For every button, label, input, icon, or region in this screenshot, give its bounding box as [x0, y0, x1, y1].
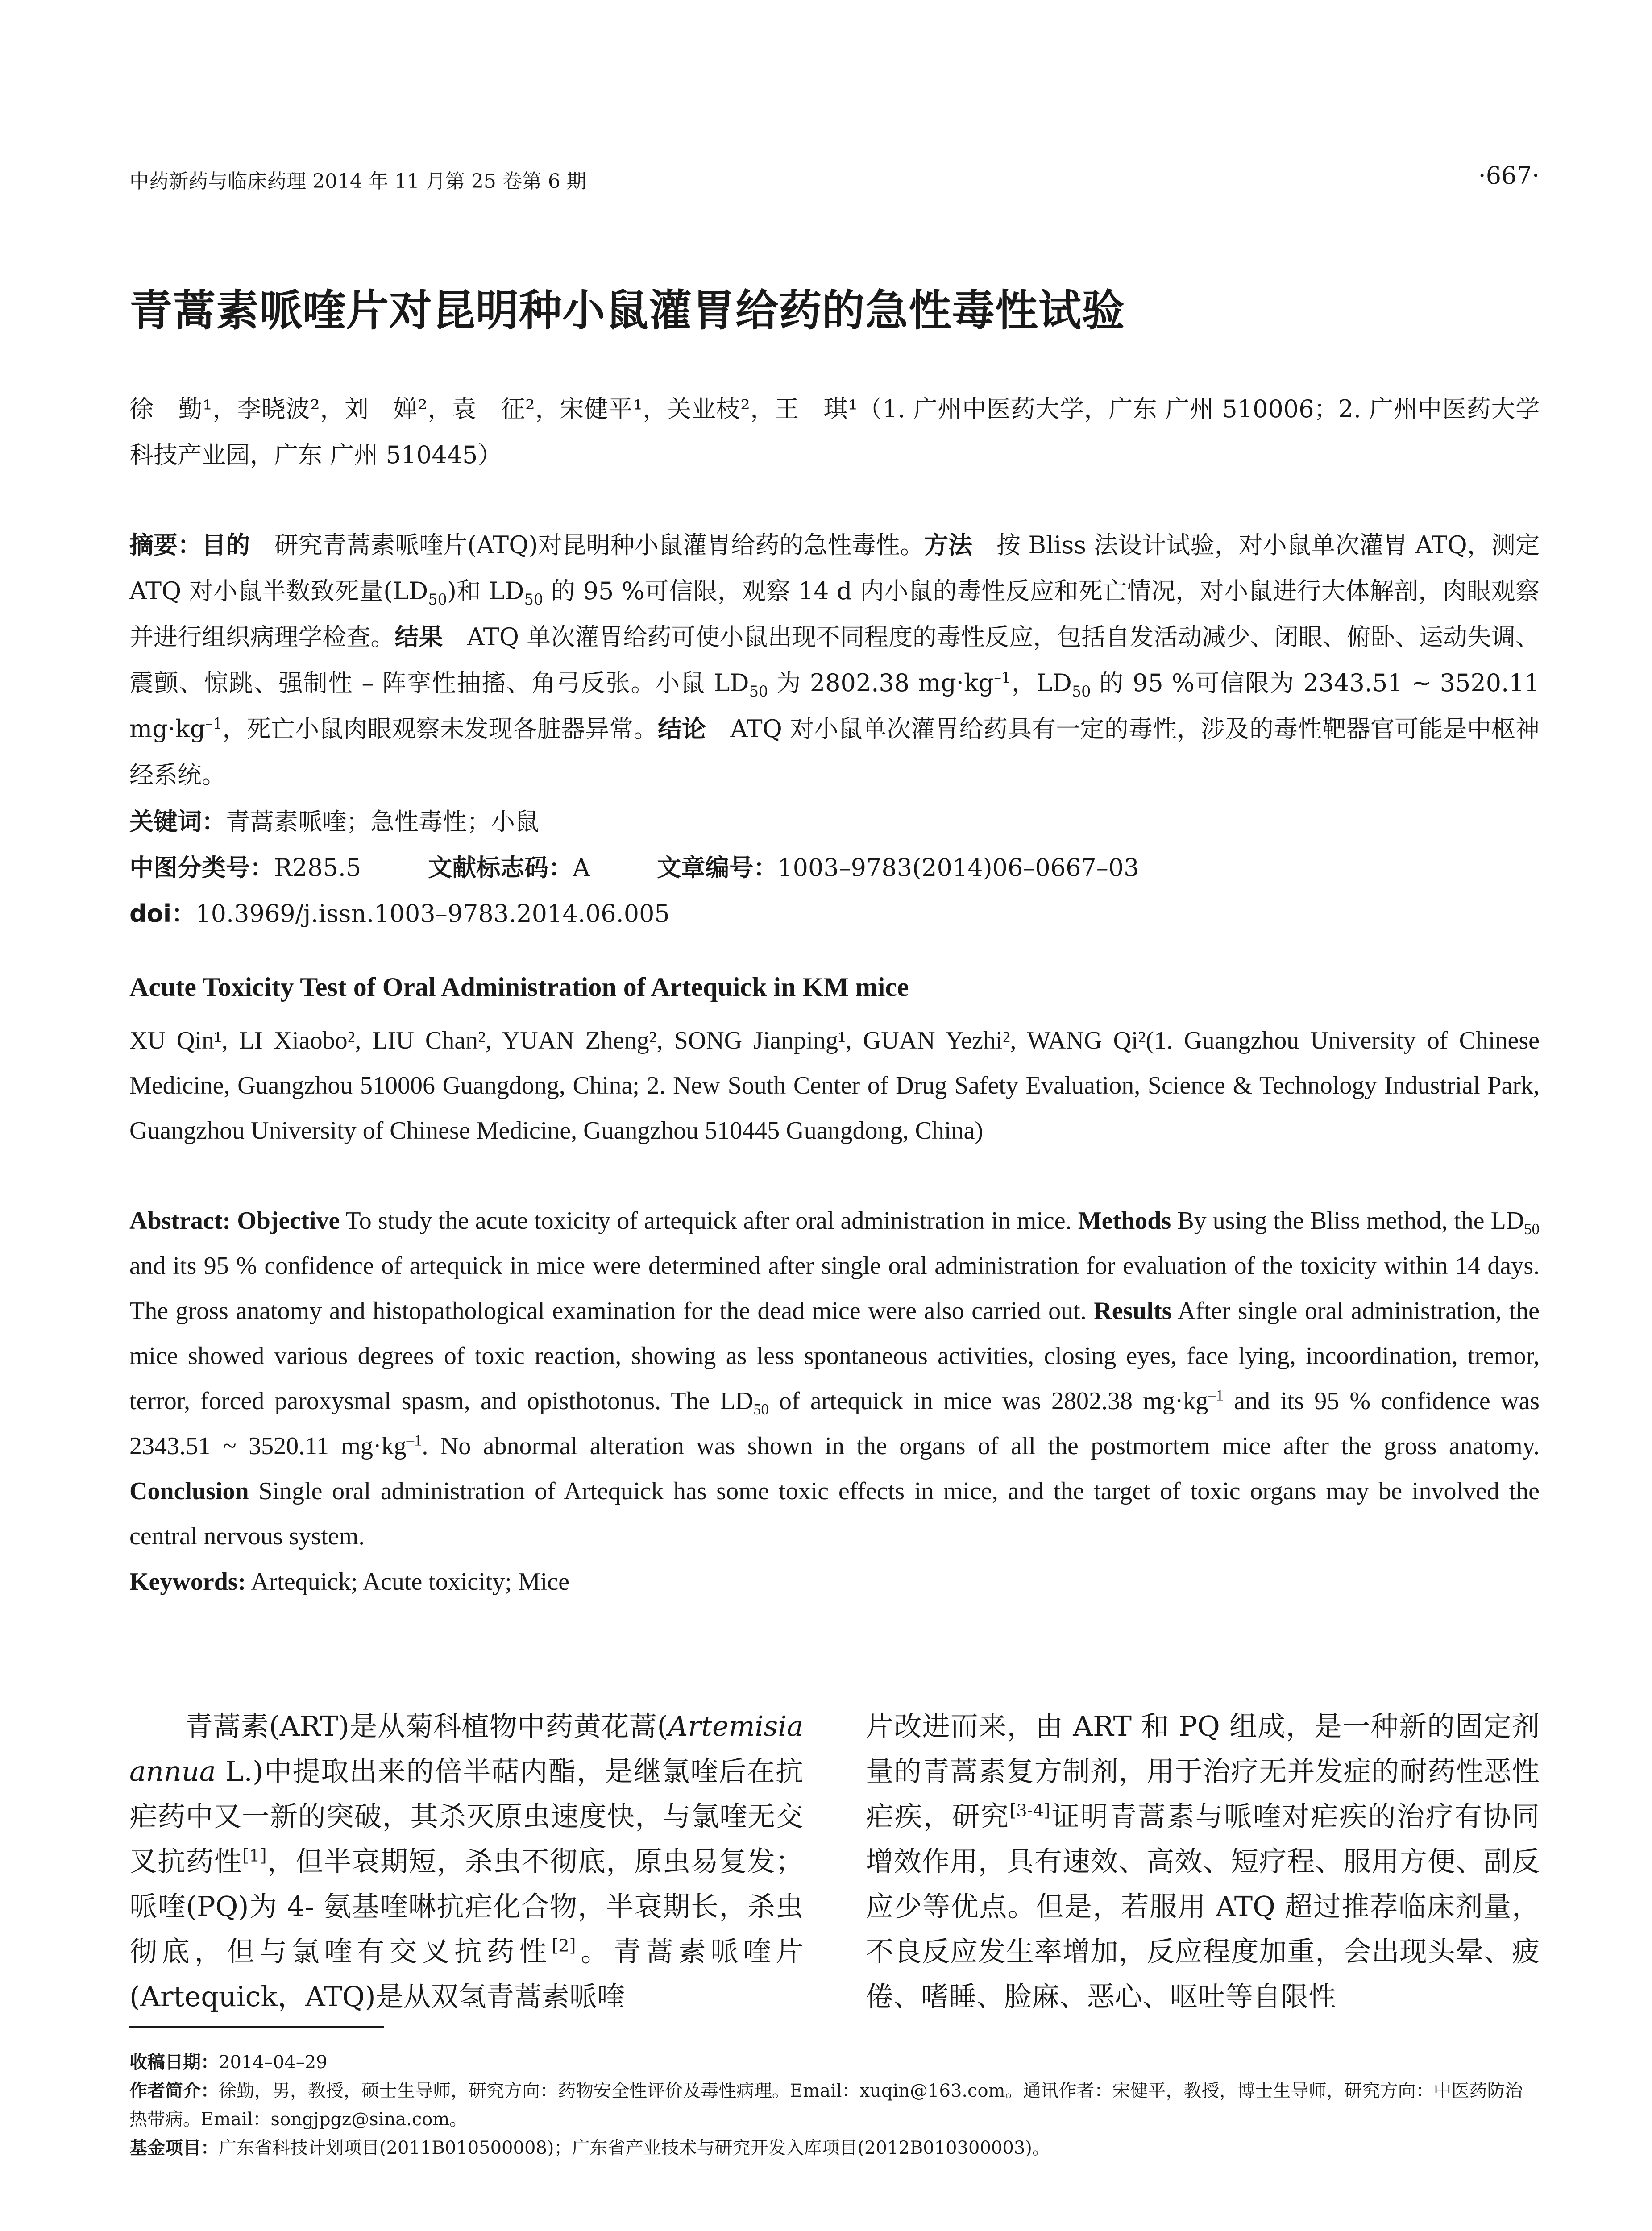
footnote-divider: [129, 2026, 384, 2028]
methods-text: 的 95 %可信限，观察 14 d 内小鼠的毒性反应和死亡情况，对小鼠进行大体解剖，肉眼观察并进行组织病理学检查。: [129, 577, 1540, 651]
abstract-cn: [129, 522, 1540, 798]
body-text: 。青蒿素哌喹片(Artequick，ATQ)是从双氢青蒿素哌喹: [129, 1935, 803, 2013]
body-column-right: [866, 1704, 1540, 2019]
results-text: ，死亡小鼠肉眼观察未发现各脏器异常。: [222, 715, 658, 743]
superscript-neg1: –1: [994, 669, 1011, 686]
conclusion-en-label: Conclusion: [129, 1477, 249, 1505]
author-info: 徐勤，男，教授，硕士生导师，研究方向：药物安全性评价及毒性病理。Email：xuqin@163.com。通讯作者：宋健平，教授，博士生导师，研究方向：中医药防治热带病。Email：songjpgz@sina.com。: [129, 2081, 1523, 2130]
author-info-label: 作者简介：: [129, 2081, 219, 2101]
doi-line: [129, 891, 1540, 937]
body-column-left: [129, 1704, 803, 2019]
results-en-text: After single oral administration, the mice showed various degrees of toxic reaction, showing as less spontaneous activities, closing eyes, face lying, incoordination, tremor, terror, forced paroxysmal spasm, and opisthotonus. The LD: [129, 1297, 1540, 1415]
methods-en-label: Methods: [1078, 1207, 1171, 1235]
authors-en: XU Qin¹, LI Xiaobo², LIU Chan², YUAN Zheng², SONG Jianping¹, GUAN Yezhi², WANG Qi²(1. Guangzhou University of Chinese Medicine, Guangzhou 510006 Guangdong, China; 2. New South Center of Drug Safety Evaluation, Science & Technology Industrial Park, Guangzhou University of Chinese Medicine, Guangzhou 510445 Guangdong, China): [129, 1027, 1540, 1145]
results-label: 结果: [394, 623, 443, 651]
doi-value: 10.3969/j.issn.1003–9783.2014.06.005: [195, 900, 670, 928]
subscript-50: 50: [524, 590, 544, 608]
reference-marker[interactable]: [2]: [552, 1936, 576, 1956]
results-text: 的 95 %可信限为 2343.51 ~ 3520.11 mg·kg: [129, 669, 1540, 743]
methods-label: 方法: [924, 531, 972, 559]
objective-label: 目的: [202, 531, 250, 559]
authors-cn: 徐 勤¹，李晓波²，刘 婵²，袁 征²，宋健平¹，关业枝²，王 琪¹（1. 广州中医药大学，广东 广州 510006；2. 广州中医药大学科技产业园，广东 广州 510445）: [129, 395, 1540, 469]
methods-text: )和 LD: [447, 577, 524, 605]
footnotes: [129, 2048, 1540, 2162]
body-text: 青蒿素(ART)是从菊科植物中药黄花蒿(: [185, 1710, 668, 1742]
body-text: ，但半衰期短，杀虫不彻底，原虫易复发；哌喹(PQ)为 4- 氨基喹啉抗疟化合物，半衰期长，杀虫彻底，但与氯喹有交叉抗药性: [129, 1845, 803, 1968]
keywords-label: 关键词：: [129, 808, 226, 836]
subscript-50: 50: [428, 590, 447, 608]
methods-en-text: and its 95 % confidence of artequick in mice were determined after single oral administration for evaluation of the toxicity within 14 days. The gross anatomy and histopathological examination for the dead mice were also carried out.: [129, 1252, 1540, 1325]
methods-text: 按 Bliss 法设计试验，对小鼠单次灌胃 ATQ，测定 ATQ 对小鼠半数致死量(LD: [129, 531, 1540, 605]
results-text: ，LD: [1011, 669, 1072, 697]
clc-value: R285.5: [274, 854, 361, 882]
body-text: L.)中提取出来的倍半萜内酯，是继氯喹后在抗疟药中又一新的突破，其杀灭原虫速度快，与氯喹无交叉抗药性: [129, 1755, 803, 1878]
received-date: 2014–04–29: [219, 2052, 328, 2073]
objective-en-text: To study the acute toxicity of artequick after oral administration in mice.: [340, 1207, 1078, 1235]
fund-label: 基金项目：: [129, 2138, 219, 2158]
results-en-text: and its 95 % confidence was 2343.51 ~ 3520.11 mg·kg: [129, 1387, 1540, 1460]
methods-en-text: By using the Bliss method, the LD: [1171, 1207, 1524, 1235]
superscript-neg1: –1: [406, 1431, 422, 1449]
clc-label: 中图分类号：: [129, 854, 274, 882]
conclusion-text: ATQ 对小鼠单次灌胃给药具有一定的毒性，涉及的毒性靶器官可能是中枢神经系统。: [129, 715, 1540, 789]
article-number-label: 文章编号：: [657, 854, 778, 882]
results-en-label: Results: [1094, 1297, 1172, 1325]
keywords-en-label: Keywords:: [129, 1568, 246, 1596]
page-number: ·667·: [1478, 162, 1540, 190]
doc-code-label: 文献标志码：: [428, 854, 573, 882]
received-label: 收稿日期：: [129, 2052, 219, 2073]
article-number-value: 1003–9783(2014)06–0667–03: [777, 854, 1139, 882]
latin-name: Artemisia annua: [129, 1710, 803, 1787]
keywords-cn: [129, 799, 1540, 845]
results-en-text: of artequick in mice was 2802.38 mg·kg: [768, 1387, 1208, 1415]
body-text: 片改进而来，由 ART 和 PQ 组成，是一种新的固定剂量的青蒿素复方制剂，用于治疗无并发症的耐药性恶性疟疾，研究: [866, 1710, 1540, 1833]
english-title: Acute Toxicity Test of Oral Administration of Artequick in KM mice: [129, 972, 909, 1002]
reference-marker[interactable]: [1]: [242, 1845, 267, 1866]
subscript-50: 50: [1071, 682, 1091, 700]
results-text: 为 2802.38 mg·kg: [768, 669, 994, 697]
keywords-value: 青蒿素哌喹；急性毒性；小鼠: [226, 808, 539, 836]
doc-code-value: A: [573, 854, 590, 882]
superscript-neg1: –1: [205, 715, 223, 732]
keywords-en: [129, 1559, 1540, 1605]
abstract-en: [129, 1198, 1540, 1559]
classification-line: [129, 845, 1540, 891]
conclusion-label: 结论: [657, 715, 706, 743]
superscript-neg1: –1: [1208, 1386, 1224, 1404]
subscript-50: 50: [749, 682, 768, 700]
article-title: 青蒿素哌喹片对昆明种小鼠灌胃给药的急性毒性试验: [129, 286, 1125, 336]
body-text: 证明青蒿素与哌喹对疟疾的治疗有协同增效作用，具有速效、高效、短疗程、服用方便、副反应少等优点。但是，若服用 ATQ 超过推荐临床剂量，不良反应发生率增加，反应程度加重，会出现头晕、疲倦、嗜睡、脸麻、恶心、呕吐等自限性: [866, 1800, 1540, 2013]
keywords-en-value: Artequick; Acute toxicity; Mice: [246, 1568, 570, 1596]
fund-info: 广东省科技计划项目(2011B010500008)；广东省产业技术与研究开发入库项目(2012B010300003)。: [219, 2138, 1050, 2158]
doi-label: doi：: [129, 900, 196, 928]
objective-en-label: Objective: [237, 1207, 340, 1235]
subscript-50: 50: [753, 1401, 769, 1418]
conclusion-en-text: Single oral administration of Artequick has some toxic effects in mice, and the target of toxic organs may be involved the central nervous system.: [129, 1477, 1540, 1550]
running-header: [129, 162, 1540, 193]
objective-text: 研究青蒿素哌喹片(ATQ)对昆明种小鼠灌胃给药的急性毒性。: [250, 531, 924, 559]
results-text: ATQ 单次灌胃给药可使小鼠出现不同程度的毒性反应，包括自发活动减少、闭眼、俯卧、运动失调、震颤、惊跳、强制性 – 阵挛性抽搐、角弓反张。小鼠 LD: [129, 623, 1540, 697]
subscript-50: 50: [1524, 1220, 1540, 1238]
reference-marker[interactable]: [3-4]: [1009, 1800, 1051, 1821]
journal-name: 中药新药与临床药理 2014 年 11 月第 25 卷第 6 期: [129, 170, 586, 193]
results-en-text: . No abnormal alteration was shown in the organs of all the postmortem mice after the gross anatomy.: [422, 1432, 1540, 1460]
abstract-en-label: Abstract:: [129, 1207, 231, 1235]
abstract-label: 摘要：: [129, 531, 202, 559]
